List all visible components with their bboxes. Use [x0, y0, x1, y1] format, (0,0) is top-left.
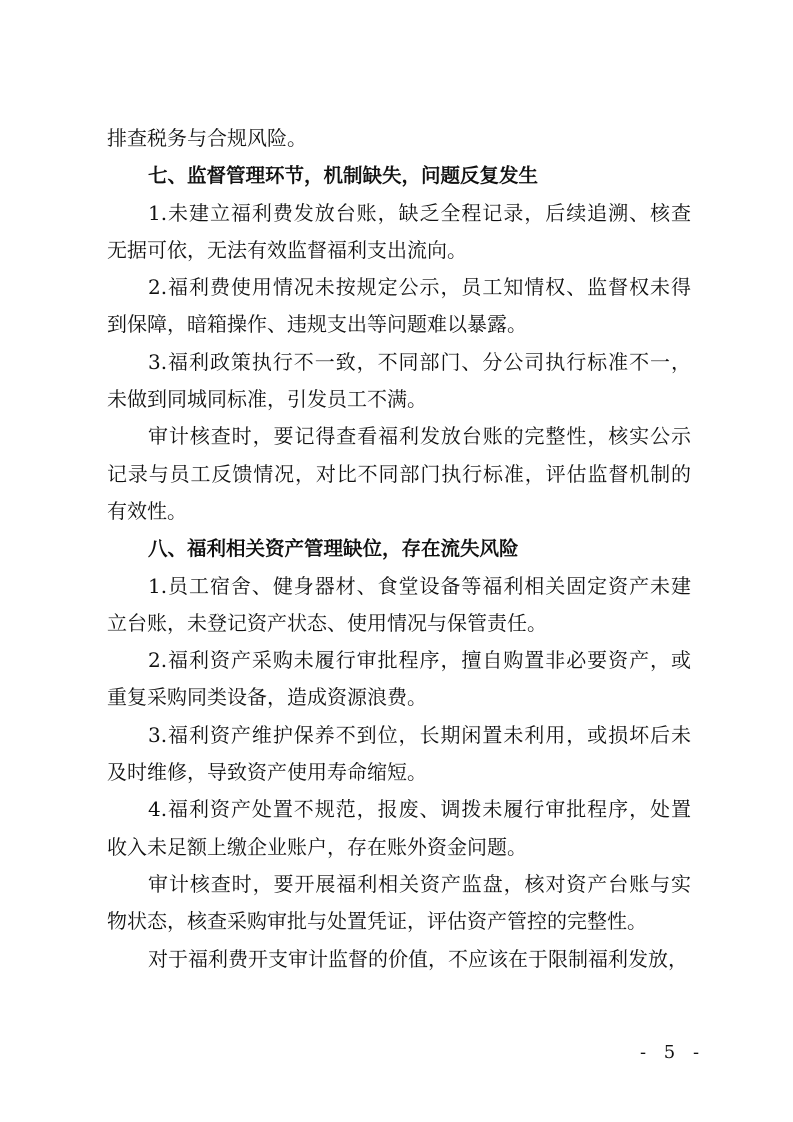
paragraph [107, 866, 691, 941]
text-line: 物状态，核查采购审批与处置凭证，评估资产管控的完整性。 [107, 909, 647, 934]
paragraph [107, 717, 691, 792]
text-line: 1.员工宿舍、健身器材、食堂设备等福利相关固定资产未建 [148, 573, 691, 598]
paragraph [107, 941, 691, 978]
text-line: 有效性。 [107, 498, 187, 523]
text-line: 及时维修，导致资产使用寿命缩短。 [107, 760, 427, 785]
text-line: 1.未建立福利费发放台账，缺乏全程记录，后续追溯、核查 [148, 200, 691, 225]
text-line: 立台账，未登记资产状态、使用情况与保管责任。 [107, 610, 547, 635]
paragraph [107, 344, 691, 419]
text-line: 记录与员工反馈情况，对比不同部门执行标准，评估监督机制的 [107, 461, 691, 486]
paragraph [107, 791, 691, 866]
paragraph [107, 418, 691, 530]
text-line: 到保障，暗箱操作、违规支出等问题难以暴露。 [107, 312, 527, 337]
text-line: 重复采购同类设备，造成资源浪费。 [107, 685, 427, 710]
text-line: 2.福利资产采购未履行审批程序，擅自购置非必要资产，或 [148, 648, 691, 673]
text-line: 排查税务与合规风险。 [107, 126, 307, 150]
paragraph [107, 568, 691, 643]
text-line: 收入未足额上缴企业账户，存在账外资金问题。 [107, 834, 527, 859]
section-heading [107, 530, 691, 567]
paragraph [107, 642, 691, 717]
text-line: 3.福利政策执行不一致，不同部门、分公司执行标准不一， [148, 349, 691, 374]
text-line: 4.福利资产处置不规范，报废、调拨未履行审批程序，处置 [148, 797, 691, 822]
text-line: 对于福利费开支审计监督的价值，不应该在于限制福利发放， [148, 946, 688, 971]
document-body [107, 120, 691, 978]
text-line: 八、福利相关资产管理缺位，存在流失风险 [148, 537, 519, 561]
paragraph [107, 195, 691, 270]
page-number: - 5 - [640, 1042, 706, 1063]
paragraph [107, 269, 691, 344]
text-line: 无据可依，无法有效监督福利支出流向。 [107, 237, 467, 262]
paragraph [107, 120, 691, 157]
text-line: 审计核查时，要开展福利相关资产监盘，核对资产台账与实 [148, 871, 691, 896]
section-heading [107, 157, 691, 194]
text-line: 2.福利费使用情况未按规定公示，员工知情权、监督权未得 [148, 275, 691, 300]
text-line: 七、监督管理环节，机制缺失，问题反复发生 [148, 164, 539, 188]
text-line: 3.福利资产维护保养不到位，长期闲置未利用，或损坏后未 [148, 722, 691, 747]
text-line: 审计核查时，要记得查看福利发放台账的完整性，核实公示 [148, 424, 691, 449]
text-line: 未做到同城同标准，引发员工不满。 [107, 387, 427, 412]
